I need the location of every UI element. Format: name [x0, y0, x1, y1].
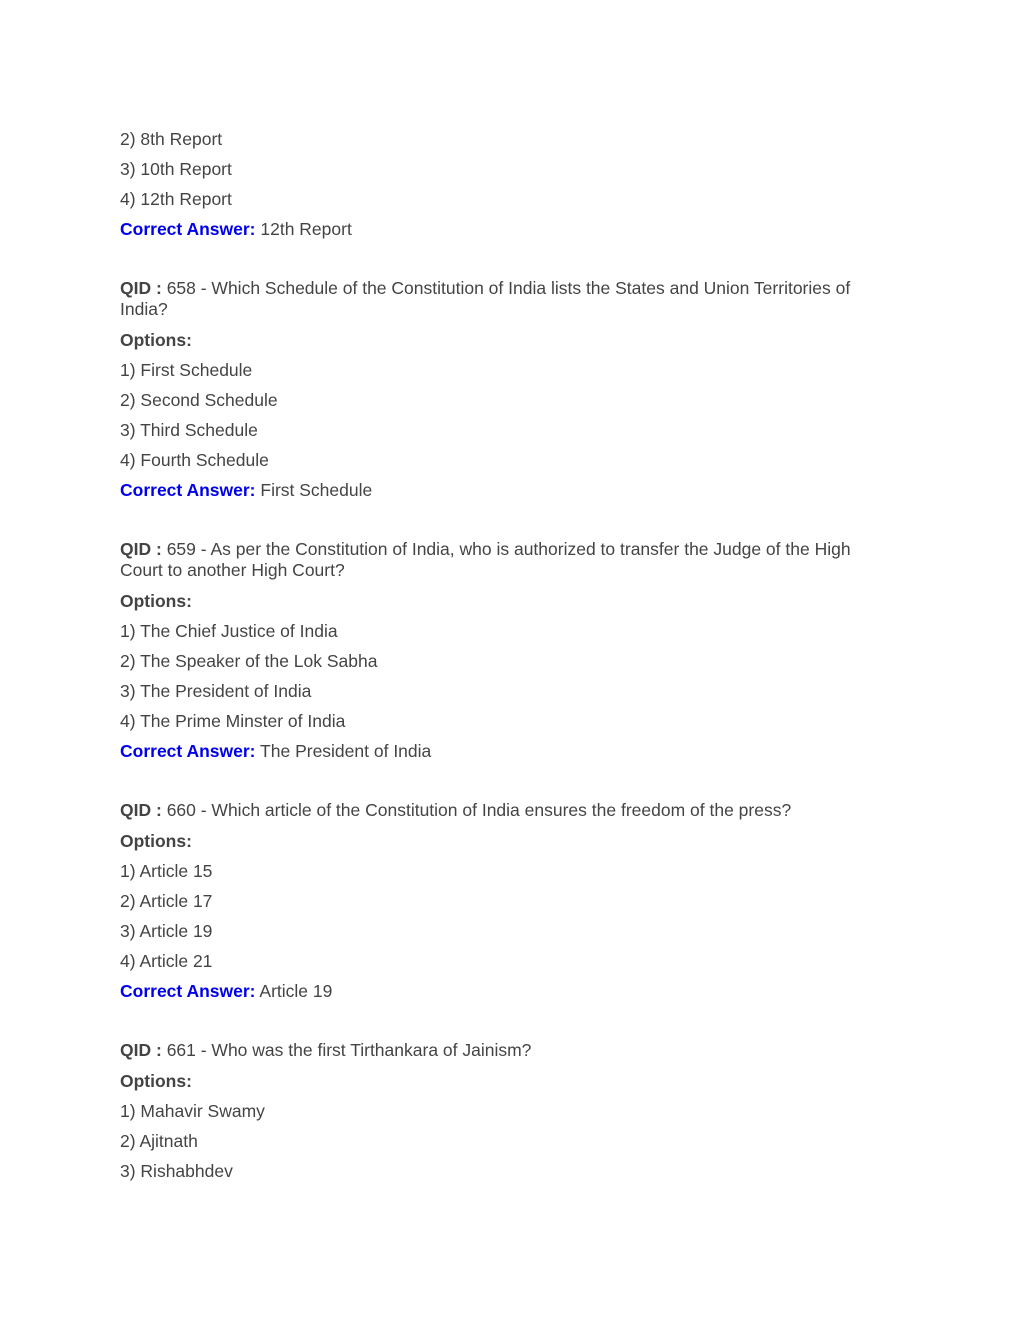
option: 2) Article 17 [120, 891, 213, 911]
question-block [120, 535, 895, 766]
options-label: Options: [120, 1071, 192, 1091]
options-label: Options: [120, 591, 192, 611]
qid-label: QID : [120, 1040, 162, 1060]
qid-label: QID : [120, 800, 162, 820]
option: 2) 8th Report [120, 129, 223, 149]
option: 3) Rishabhdev [120, 1161, 233, 1181]
question-block [120, 1036, 895, 1186]
options-label: Options: [120, 831, 192, 851]
question-text [120, 535, 895, 586]
correct-answer-label: Correct Answer: [120, 741, 256, 761]
correct-answer-label: Correct Answer: [120, 219, 256, 239]
correct-answer [120, 475, 895, 505]
option: 4) 12th Report [120, 189, 232, 209]
question-text [120, 796, 895, 826]
option: 1) Mahavir Swamy [120, 1101, 265, 1121]
correct-answer-value: The President of India [260, 741, 432, 761]
option: 1) The Chief Justice of India [120, 621, 338, 641]
option: 2) Ajitnath [120, 1131, 198, 1151]
question-block [120, 796, 895, 1006]
question-body: 658 - Which Schedule of the Constitution of India lists the States and Union Territories of India? [120, 278, 851, 319]
option: 2) The Speaker of the Lok Sabha [120, 651, 378, 671]
question-body: 661 - Who was the first Tirthankara of Jainism? [166, 1040, 532, 1060]
option: 4) The Prime Minster of India [120, 711, 346, 731]
correct-answer-value: Article 19 [259, 981, 333, 1001]
option: 1) Article 15 [120, 861, 213, 881]
correct-answer [120, 976, 895, 1006]
question-text [120, 274, 895, 325]
document-page [120, 124, 895, 1216]
option: 3) Article 19 [120, 921, 213, 941]
correct-answer-value: 12th Report [260, 219, 352, 239]
option: 1) First Schedule [120, 360, 253, 380]
option: 3) The President of India [120, 681, 312, 701]
option: 4) Article 21 [120, 951, 213, 971]
option: 3) 10th Report [120, 159, 232, 179]
option: 3) Third Schedule [120, 420, 258, 440]
correct-answer-label: Correct Answer: [120, 981, 256, 1001]
question-body: 659 - As per the Constitution of India, who is authorized to transfer the Judge of the High Court to another High Court? [120, 539, 851, 580]
question-body: 660 - Which article of the Constitution of India ensures the freedom of the press? [166, 800, 792, 820]
qid-label: QID : [120, 539, 162, 559]
question-text [120, 1036, 895, 1066]
correct-answer-label: Correct Answer: [120, 480, 256, 500]
qid-label: QID : [120, 278, 162, 298]
correct-answer-value: First Schedule [260, 480, 373, 500]
options-label: Options: [120, 330, 192, 350]
question-block [120, 274, 895, 505]
correct-answer [120, 214, 895, 244]
partial-question [120, 124, 895, 244]
correct-answer [120, 736, 895, 766]
option: 4) Fourth Schedule [120, 450, 269, 470]
option: 2) Second Schedule [120, 390, 278, 410]
